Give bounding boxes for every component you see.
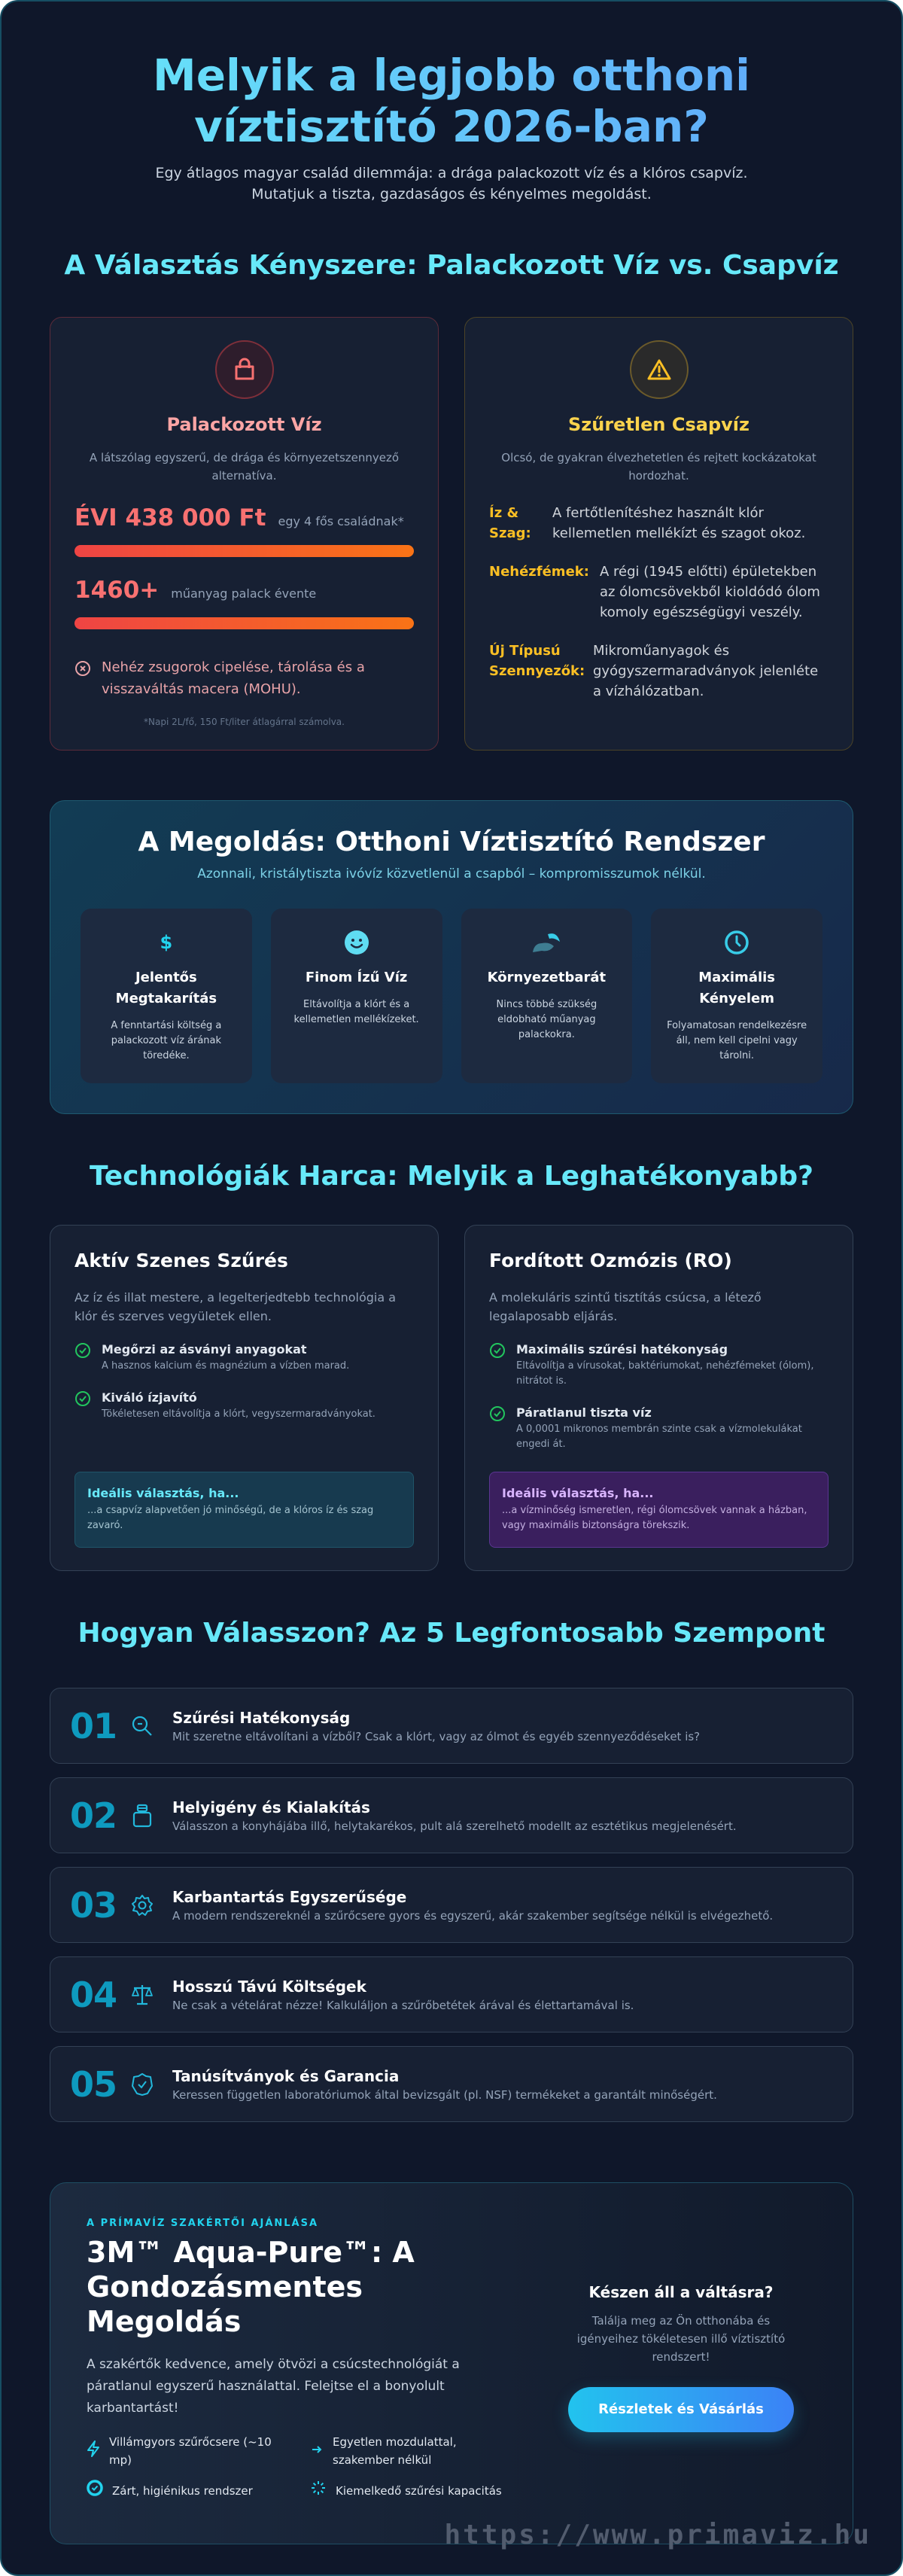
solution-panel bbox=[50, 800, 853, 1114]
smiley-icon bbox=[281, 930, 432, 955]
criterion-number: 05 bbox=[70, 2063, 117, 2105]
filter-canister-icon bbox=[127, 1804, 157, 1828]
tech-feature bbox=[74, 1342, 414, 1374]
feature-desc: Eltávolítja a vírusokat, baktériumokat, nehézfémeket (ólom), nitrátot is. bbox=[516, 1360, 814, 1387]
shopping-bag-icon bbox=[215, 340, 274, 399]
tech-desc: Az íz és illat mestere, a legelterjedtebb technológia a klór és szerves vegyületek ellen. bbox=[74, 1290, 397, 1323]
lightning-icon bbox=[87, 2441, 100, 2462]
tech-title: Fordított Ozmózis (RO) bbox=[489, 1250, 732, 1271]
criterion-desc: Mit szeretne eltávolítani a vízből? Csak a klórt, vagy az ólmot és egyéb szennyeződéseket is? bbox=[172, 1729, 701, 1743]
recommendation-panel bbox=[50, 2182, 853, 2544]
cost-bar bbox=[74, 545, 414, 557]
annual-cost-label: egy 4 fős családnak* bbox=[278, 514, 404, 528]
bottled-warning-text: Nehéz zsugorok cipelése, tárolása és a visszaváltás macera (MOHU). bbox=[102, 659, 365, 697]
recommendation-feature bbox=[310, 2433, 515, 2469]
criteria-section-title: Hogyan Válasszon? Az 5 Legfontosabb Szempont bbox=[78, 1618, 825, 1649]
solution-subtitle: Azonnali, kristálytiszta ivóvíz közvetlenül a csapból – kompromisszumok nélkül. bbox=[197, 866, 706, 882]
search-icon bbox=[127, 1715, 157, 1737]
feature-text: Egyetlen mozdulattal, szakember nélkül bbox=[333, 2435, 457, 2467]
risk-text: Mikroműanyagok és gyógyszermaradványok jelenléte a vízhálózatban. bbox=[593, 643, 819, 699]
criterion-item bbox=[50, 1688, 853, 1764]
bottled-desc: A látszólag egyszerű, de drága és környezetszennyező alternatíva. bbox=[89, 451, 400, 483]
criterion-title: Karbantartás Egyszerűsége bbox=[172, 1887, 407, 1906]
dollar-icon: $ bbox=[160, 932, 173, 953]
hero-subtitle bbox=[50, 163, 853, 205]
ideal-text: ...a vízminőség ismeretlen, régi ólomcsövek vannak a házban, vagy maximális biztonságra törekszik. bbox=[502, 1505, 807, 1531]
criteria-list bbox=[50, 1688, 853, 2122]
tech-card-ro bbox=[464, 1225, 853, 1571]
recommendation-text: A szakértők kedvence, amely ötvözi a csúcstechnológiát a páratlanul egyszerű használattal. Felejtse el a bonyolult karbantartást! bbox=[87, 2357, 460, 2416]
recommendation-feature bbox=[87, 2480, 292, 2501]
recommendation-feature bbox=[310, 2480, 515, 2501]
ideal-title: Ideális választás, ha... bbox=[502, 1486, 654, 1500]
benefit-desc: A fenntartási költség a palackozott víz árának töredéke. bbox=[111, 1020, 222, 1061]
recommendation-features bbox=[87, 2433, 515, 2501]
tap-water-card bbox=[464, 317, 853, 751]
feature-title: Megőrzi az ásványi anyagokat bbox=[102, 1342, 307, 1357]
cta-title: Készen áll a váltásra? bbox=[588, 2282, 774, 2301]
criterion-number: 02 bbox=[70, 1795, 117, 1836]
feature-text: Zárt, higiénikus rendszer bbox=[112, 2483, 253, 2498]
benefit-title: Jelentős Megtakarítás bbox=[115, 970, 217, 1006]
scales-icon bbox=[127, 1983, 157, 2007]
recommendation-title: 3M™ Aqua-Pure™: A Gondozásmentes Megoldás bbox=[87, 2236, 415, 2338]
benefits-grid bbox=[81, 909, 822, 1083]
x-circle-icon bbox=[74, 660, 91, 700]
hero-subtitle-line2: Mutatjuk a tiszta, gazdaságos és kényelmes megoldást. bbox=[251, 186, 652, 202]
tech-section-title: Technológiák Harca: Melyik a Leghatékonyabb? bbox=[89, 1161, 814, 1192]
bottled-footnote: *Napi 2L/fő, 150 Ft/liter átlagárral számolva. bbox=[144, 717, 345, 727]
gear-icon bbox=[127, 1894, 157, 1917]
bottles-bar bbox=[74, 617, 414, 629]
risk-label: Új Típusú Szennyezők: bbox=[489, 643, 585, 679]
criterion-title: Szűrési Hatékonyság bbox=[172, 1708, 351, 1727]
spinner-icon bbox=[310, 2480, 327, 2501]
comparison-grid bbox=[50, 317, 853, 751]
ideal-box bbox=[489, 1472, 829, 1548]
criterion-title: Hosszú Távú Költségek bbox=[172, 1977, 366, 1996]
criterion-item bbox=[50, 2046, 853, 2122]
clock-icon bbox=[661, 930, 812, 955]
criterion-number: 03 bbox=[70, 1884, 117, 1926]
criterion-number: 01 bbox=[70, 1705, 117, 1746]
check-circle-icon bbox=[74, 1342, 91, 1374]
details-and-purchase-button[interactable]: Részletek és Vásárlás bbox=[568, 2387, 794, 2432]
criterion-desc: Keressen független laboratóriumok által bevizsgált (pl. NSF) termékeket a garantált minőségért. bbox=[172, 2087, 717, 2102]
tech-desc: A molekuláris szintű tisztítás csúcsa, a létező legalaposabb eljárás. bbox=[489, 1290, 762, 1323]
benefit-savings bbox=[81, 909, 252, 1083]
risk-text: A fertőtlenítéshez használt klór kellemetlen mellékízt és szagot okoz. bbox=[552, 505, 806, 541]
tech-feature bbox=[489, 1405, 829, 1452]
recommendation-kicker: A PRÍMAVÍZ SZAKÉRTŐI AJÁNLÁSA bbox=[87, 2218, 319, 2229]
criterion-number: 04 bbox=[70, 1974, 117, 2015]
feature-title: Maximális szűrési hatékonyság bbox=[516, 1342, 728, 1357]
benefit-desc: Folyamatosan rendelkezésre áll, nem kell cipelni vagy tárolni. bbox=[667, 1020, 807, 1061]
check-circle-icon bbox=[489, 1342, 506, 1389]
criterion-item bbox=[50, 1777, 853, 1853]
benefit-title: Környezetbarát bbox=[487, 970, 607, 985]
page-title: Melyik a legjobb otthoni víztisztító 2026-ban? bbox=[50, 50, 853, 152]
criterion-desc: Ne csak a vételárat nézze! Kalkuláljon a szűrőbetétek árával és élettartamával is. bbox=[172, 1998, 634, 2012]
recommendation-feature bbox=[87, 2433, 292, 2469]
annual-cost-stat bbox=[74, 504, 414, 531]
tech-feature bbox=[489, 1342, 829, 1389]
check-circle-icon bbox=[489, 1405, 506, 1452]
ideal-box bbox=[74, 1472, 414, 1548]
tech-title: Aktív Szenes Szűrés bbox=[74, 1250, 288, 1271]
risk-label: Íz & Szag: bbox=[489, 505, 531, 541]
tech-card-carbon bbox=[50, 1225, 439, 1571]
risk-new-pollutants bbox=[489, 641, 829, 702]
criterion-item bbox=[50, 1956, 853, 2032]
arrow-right-icon bbox=[310, 2442, 324, 2460]
risk-heavy-metals bbox=[489, 562, 829, 623]
feature-text: Villámgyors szűrőcsere (~10 mp) bbox=[109, 2435, 272, 2467]
criterion-title: Helyigény és Kialakítás bbox=[172, 1798, 370, 1816]
tap-title: Szűretlen Csapvíz bbox=[568, 414, 749, 435]
risk-taste-smell bbox=[489, 503, 829, 544]
benefit-title: Finom Ízű Víz bbox=[305, 970, 408, 985]
hero-subtitle-line1: Egy átlagos magyar család dilemmája: a drága palackozott víz és a klóros csapvíz. bbox=[155, 165, 748, 181]
recommendation-info bbox=[87, 2213, 515, 2501]
bottled-title: Palackozott Víz bbox=[166, 414, 322, 435]
tech-feature bbox=[74, 1390, 414, 1422]
benefit-title: Maximális Kényelem bbox=[698, 970, 776, 1006]
website-watermark: https://www.primaviz.hu bbox=[444, 2520, 871, 2550]
criterion-desc: A modern rendszereknél a szűrőcsere gyors és egyszerű, akár szakember segítsége nélkül is elvégezhető. bbox=[172, 1908, 774, 1923]
criterion-item bbox=[50, 1867, 853, 1943]
choice-section-title: A Választás Kényszere: Palackozott Víz vs. Csapvíz bbox=[64, 250, 839, 281]
feature-desc: A hasznos kalcium és magnézium a vízben marad. bbox=[102, 1360, 350, 1372]
benefit-eco bbox=[461, 909, 633, 1083]
bottled-water-card bbox=[50, 317, 439, 751]
benefit-desc: Nincs többé szükség eldobható műanyag palackokra. bbox=[496, 999, 597, 1040]
feature-desc: A 0,0001 mikronos membrán szinte csak a vízmolekulákat engedi át. bbox=[516, 1423, 802, 1450]
feature-text: Kiemelkedő szűrési kapacitás bbox=[336, 2483, 502, 2498]
cta-area bbox=[515, 2213, 816, 2501]
check-circle-icon bbox=[87, 2480, 103, 2501]
ideal-text: ...a csapvíz alapvetően jó minőségű, de a klóros íz és szag zavaró. bbox=[87, 1505, 374, 1531]
tech-grid bbox=[50, 1225, 853, 1571]
benefit-desc: Eltávolítja a klórt és a kellemetlen mellékízeket. bbox=[293, 999, 419, 1025]
warning-triangle-icon bbox=[630, 340, 689, 399]
bottled-warning bbox=[74, 656, 414, 700]
bottles-stat bbox=[74, 577, 414, 604]
benefit-comfort bbox=[651, 909, 822, 1083]
bottles-value: 1460+ bbox=[74, 577, 160, 604]
criterion-title: Tanúsítványok és Garancia bbox=[172, 2066, 400, 2085]
feature-title: Páratlanul tiszta víz bbox=[516, 1405, 652, 1420]
bottles-label: műanyag palack évente bbox=[171, 586, 317, 601]
benefit-taste bbox=[271, 909, 442, 1083]
annual-cost-value: ÉVI 438 000 Ft bbox=[74, 504, 266, 531]
ideal-title: Ideális választás, ha... bbox=[87, 1486, 239, 1500]
check-circle-icon bbox=[74, 1390, 91, 1422]
criterion-desc: Válasszon a konyhájába illő, helytakarékos, pult alá szerelhető modellt az esztétikus megjelenésért. bbox=[172, 1819, 737, 1833]
cta-text: Találja meg az Ön otthonába és igényeihez tökéletesen illő víztisztító rendszert! bbox=[576, 2313, 786, 2364]
risk-text: A régi (1945 előtti) épületekben az ólomcsövekből kioldódó ólom komoly egészségügyi veszély. bbox=[599, 564, 820, 620]
badge-check-icon bbox=[127, 2072, 157, 2096]
leaf-icon bbox=[472, 930, 622, 955]
risk-label: Nehézfémek: bbox=[489, 564, 589, 580]
feature-desc: Tökéletesen eltávolítja a klórt, vegyszermaradványokat. bbox=[102, 1408, 375, 1420]
solution-title: A Megoldás: Otthoni Víztisztító Rendszer bbox=[138, 827, 765, 857]
tap-desc: Olcsó, de gyakran élvezhetetlen és rejtett kockázatokat hordozhat. bbox=[501, 451, 816, 483]
feature-title: Kiváló ízjavító bbox=[102, 1390, 197, 1405]
